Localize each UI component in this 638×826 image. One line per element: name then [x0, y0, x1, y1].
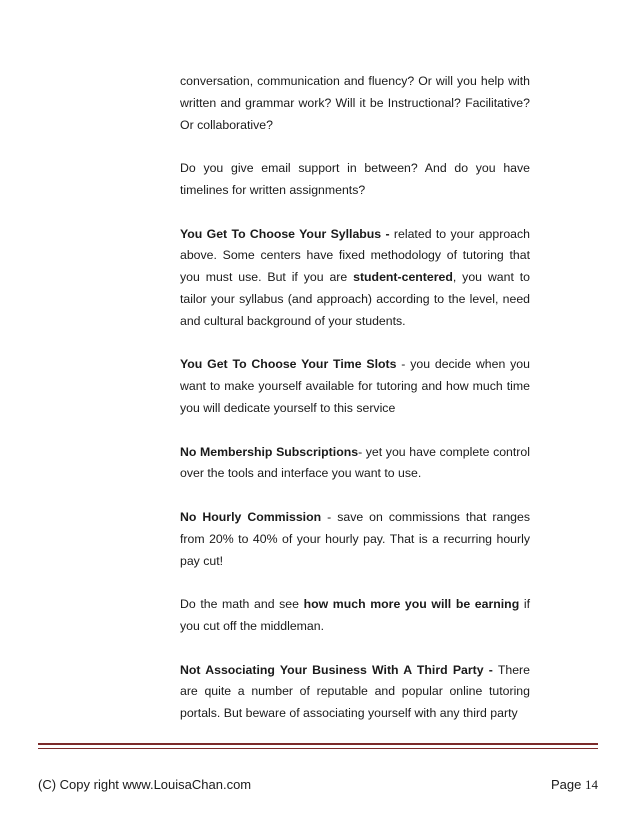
paragraph-1 — [180, 71, 530, 136]
paragraph-2-text: Do you give email support in between? And do you have timelines for written assignments? — [180, 161, 530, 197]
page-number: 14 — [585, 777, 598, 792]
paragraph-syllabus — [180, 224, 530, 333]
footer-copyright: (C) Copy right www.LouisaChan.com — [38, 777, 252, 792]
syllabus-text-a: related to your approach above. Some centers have fixed methodology of tutoring that you must use. But if you are — [180, 226, 530, 285]
syllabus-text-b: , you want to tailor your syllabus (and approach) according to the level, need and cultural background of your students. — [180, 270, 530, 328]
math-text-a: Do the math and see — [180, 597, 304, 612]
student-centered-emphasis: student-centered — [353, 270, 453, 285]
footer-rule-thick — [38, 743, 598, 745]
paragraph-math — [180, 594, 530, 638]
page-body — [180, 71, 530, 747]
paragraph-time-slots — [180, 354, 530, 419]
footer-page-number — [551, 777, 598, 793]
time-slots-heading: You Get To Choose Your Time Slots — [180, 357, 397, 372]
earning-emphasis: how much more you will be earning — [303, 597, 520, 612]
math-text-b: if you cut off the middleman. — [180, 597, 530, 633]
time-slots-text: - you decide when you want to make yourself available for tutoring and how much time you will dedicate yourself to this service — [180, 357, 530, 415]
third-party-text: There are quite a number of reputable and popular online tutoring portals. But beware of associating yourself with any third party — [180, 662, 530, 721]
paragraph-membership — [180, 442, 530, 486]
page-label: Page — [551, 777, 585, 792]
paragraph-2 — [180, 158, 530, 202]
membership-text: - yet you have complete control over the tools and interface you want to use. — [180, 444, 530, 481]
footer-rule-thin — [38, 748, 598, 749]
paragraph-commission — [180, 507, 530, 572]
third-party-heading: Not Associating Your Business With A Third Party - — [180, 662, 493, 677]
membership-heading: No Membership Subscriptions — [180, 444, 359, 459]
paragraph-1-text: conversation, communication and fluency? Or will you help with written and grammar work? Will it be Instructional? Facilitative? Or collaborative? — [180, 74, 530, 132]
commission-heading: No Hourly Commission — [180, 509, 322, 524]
syllabus-heading: You Get To Choose Your Syllabus - — [180, 226, 390, 241]
commission-text: - save on commissions that ranges from 20% to 40% of your hourly pay. That is a recurring hourly pay cut! — [180, 509, 530, 568]
paragraph-third-party — [180, 660, 530, 725]
